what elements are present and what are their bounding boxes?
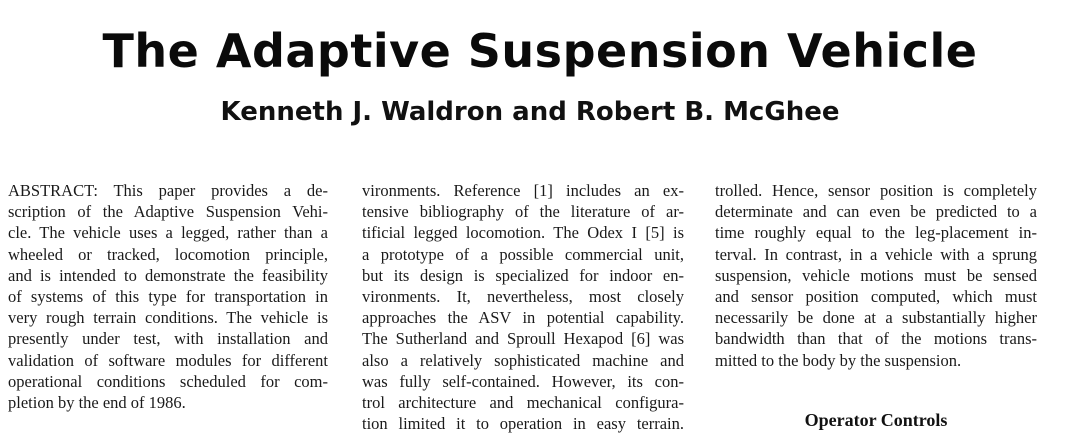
text-line: pletion by the end of 1986. [8,393,186,413]
text-line: determinate and can even be predicted to a [715,202,1037,222]
text-line: operational conditions scheduled for com- [8,371,328,391]
text-line: tion limited it to operation in easy terrain. [362,414,684,434]
text-line: also a relatively sophisticated machine and [362,350,684,370]
paper-title: The Adaptive Suspension Vehicle [102,24,978,78]
text-line: a prototype of a possible commercial unit, [362,244,684,264]
section-heading: Operator Controls [804,410,948,430]
text-line: cle. The vehicle uses a legged, rather than a [8,223,328,243]
text-line: scription of the Adaptive Suspension Vehi- [8,202,328,222]
text-line: trol architecture and mechanical configura- [362,393,684,413]
text-line: trolled. Hence, sensor position is completely [715,181,1037,200]
text-line: tificial legged locomotion. The Odex I [5] is [362,223,684,243]
text-line: vironments. It, nevertheless, most closely [362,287,684,307]
text-line: tensive bibliography of the literature of ar- [362,202,684,222]
text-line: wheeled or tracked, locomotion principle, [8,244,328,264]
text-line: but its design is specialized for indoor en- [362,265,684,285]
text-line: presently under test, with installation and [8,329,328,349]
text-line: validation of software modules for different [8,350,328,370]
text-line: time roughly equal to the leg-placement in- [715,223,1037,243]
text-line: vironments. Reference [1] includes an ex- [362,181,684,200]
text-line: and sensor position computed, which must [715,287,1037,307]
text-column-1 [8,180,328,413]
text-column-2 [362,180,684,434]
text-line: and is intended to demonstrate the feasibility [8,265,328,285]
text-line: necessarily be done at a substantially higher [715,308,1037,328]
text-line: bandwidth than that of the motions trans- [715,329,1037,349]
text-line: of systems of this type for transportation in [8,287,328,307]
text-line: The Sutherland and Sproull Hexapod [6] was [362,329,684,349]
text-line: terval. In contrast, in a vehicle with a sprung [715,244,1037,264]
text-column-3 [715,180,1037,371]
text-line: mitted to the body by the suspension. [715,350,962,370]
text-line: suspension, vehicle motions must be sensed [715,265,1037,285]
text-line: was fully self-contained. However, its con- [362,371,684,391]
paper-authors: Kenneth J. Waldron and Robert B. McGhee [220,97,840,127]
text-line: very rough terrain conditions. The vehicle is [8,308,328,328]
text-line: ABSTRACT: This paper provides a de- [8,181,328,200]
text-line: approaches the ASV in potential capability. [362,308,684,328]
